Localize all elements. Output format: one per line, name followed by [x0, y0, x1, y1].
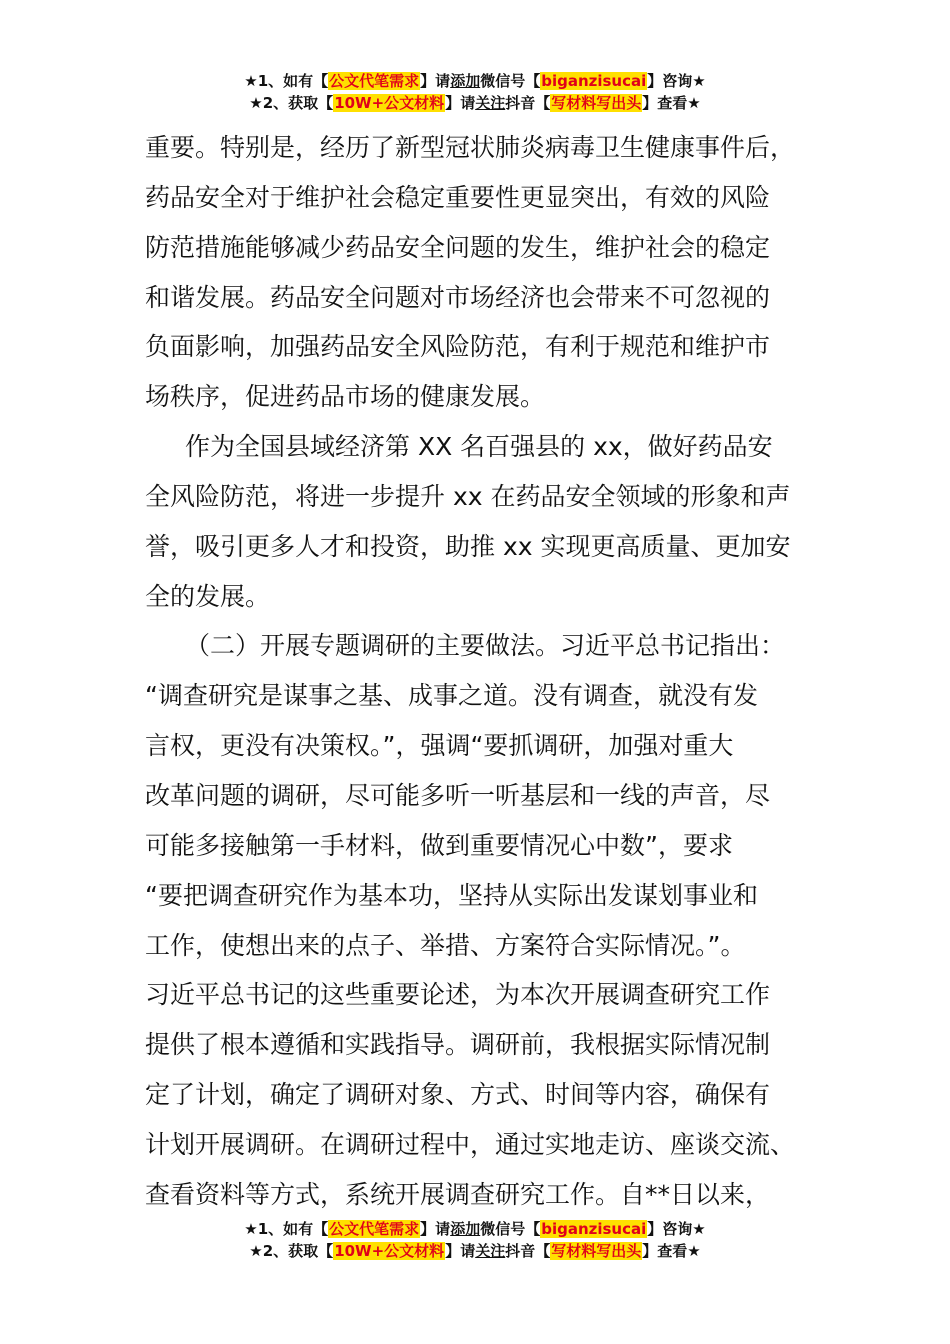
banner-douyin-id: 写材料写出头 — [551, 1242, 642, 1260]
banner-line-2 — [0, 1240, 950, 1262]
banner-text: 抖音【 — [505, 94, 551, 112]
header-banner — [0, 70, 950, 114]
banner-underlined: 关注 — [475, 94, 506, 112]
banner-text: ★2、获取【 — [249, 1242, 334, 1260]
body-line: 查看资料等方式，系统开展调查研究工作。自**日以来， — [145, 1179, 771, 1209]
banner-text: ★1、如有【 — [244, 1220, 329, 1238]
banner-highlight: 10W+公文材料 — [334, 1242, 445, 1260]
banner-text: 微信号【 — [480, 72, 541, 90]
body-line: 全的发展。 — [145, 581, 271, 611]
banner-text: 抖音【 — [505, 1242, 551, 1260]
banner-text: 】查看★ — [642, 94, 701, 112]
banner-underlined: 添加 — [450, 1220, 481, 1238]
banner-underlined: 添加 — [450, 72, 481, 90]
body-line: 重要。特别是，经历了新型冠状肺炎病毒卫生健康事件后， — [145, 133, 796, 162]
banner-text: 】请 — [420, 1220, 451, 1238]
paragraph-start-line: 作为全国县域经济第 XX 名百强县的 xx，做好药品安 — [185, 432, 773, 462]
body-line: 言权，更没有决策权。”，强调“要抓调研，加强对重大 — [145, 731, 734, 761]
banner-highlight: 公文代笔需求 — [329, 1220, 420, 1238]
body-line: 誉，吸引更多人才和投资，助推 xx 实现更高质量、更加安 — [145, 531, 791, 561]
banner-underlined: 关注 — [475, 1242, 506, 1260]
banner-wechat-id: biganzisucai — [541, 1220, 647, 1238]
banner-line-1 — [0, 70, 950, 92]
body-line: “要把调查研究作为基本功，坚持从实际出发谋划事业和 — [145, 880, 758, 910]
body-line: 习近平总书记的这些重要论述，为本次开展调查研究工作 — [145, 980, 771, 1010]
banner-highlight: 公文代笔需求 — [329, 72, 420, 90]
banner-line-1 — [0, 1218, 950, 1240]
body-line: 可能多接触第一手材料，做到重要情况心中数”，要求 — [145, 830, 733, 860]
banner-highlight: 10W+公文材料 — [334, 94, 445, 112]
body-line: 改革问题的调研，尽可能多听一听基层和一线的声音，尽 — [145, 780, 771, 810]
body-line: 药品安全对于维护社会稳定重要性更显突出，有效的风险 — [145, 182, 771, 212]
banner-text: 】请 — [420, 72, 451, 90]
banner-text: 】查看★ — [642, 1242, 701, 1260]
banner-text: 】咨询★ — [647, 1220, 706, 1238]
body-line: 定了计划，确定了调研对象、方式、时间等内容，确保有 — [145, 1080, 771, 1110]
banner-text: 】请 — [445, 94, 476, 112]
document-body — [145, 123, 810, 1220]
banner-text: 】咨询★ — [647, 72, 706, 90]
body-line: 计划开展调研。在调研过程中，通过实地走访、座谈交流、 — [145, 1129, 796, 1159]
body-line: 工作，使想出来的点子、举措、方案符合实际情况。”。 — [145, 930, 746, 960]
banner-text: ★2、获取【 — [249, 94, 334, 112]
section-heading-line: （二）开展专题调研的主要做法。习近平总书记指出： — [185, 631, 786, 661]
footer-banner — [0, 1218, 950, 1262]
body-line: 和谐发展。药品安全问题对市场经济也会带来不可忽视的 — [145, 282, 771, 312]
banner-douyin-id: 写材料写出头 — [551, 94, 642, 112]
body-line: 防范措施能够减少药品安全问题的发生，维护社会的稳定 — [145, 232, 771, 262]
body-line: “调查研究是谋事之基、成事之道。没有调查，就没有发 — [145, 681, 758, 711]
banner-text: 微信号【 — [480, 1220, 541, 1238]
body-line: 全风险防范，将进一步提升 xx 在药品安全领域的形象和声 — [145, 481, 791, 511]
banner-text: ★1、如有【 — [244, 72, 329, 90]
banner-line-2 — [0, 92, 950, 114]
banner-wechat-id: biganzisucai — [541, 72, 647, 90]
body-line: 负面影响，加强药品安全风险防范，有利于规范和维护市 — [145, 332, 771, 362]
banner-text: 】请 — [445, 1242, 476, 1260]
body-line: 提供了根本遵循和实践指导。调研前，我根据实际情况制 — [145, 1030, 771, 1060]
body-line: 场秩序，促进药品市场的健康发展。 — [145, 382, 546, 412]
